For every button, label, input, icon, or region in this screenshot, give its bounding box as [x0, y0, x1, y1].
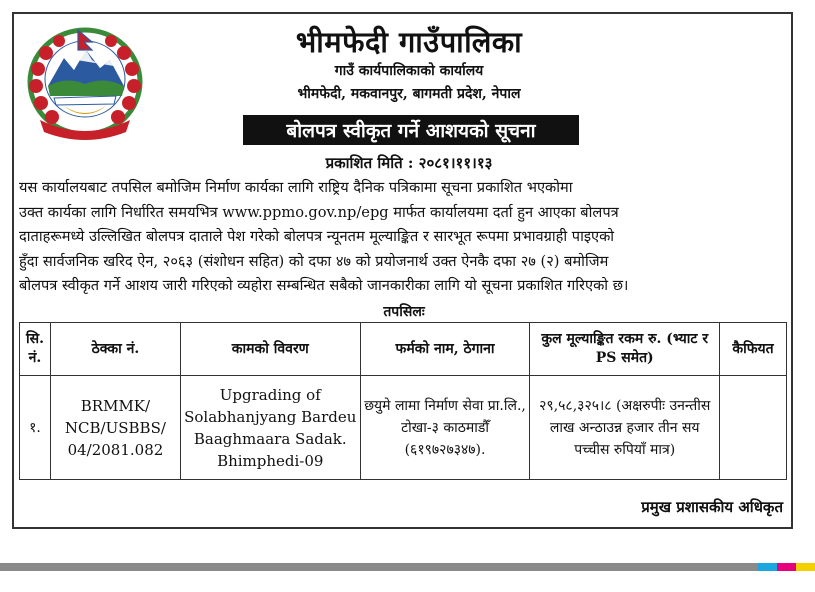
header-work-description: कामको विवरण	[180, 323, 360, 376]
details-label: तपसिलः	[383, 304, 425, 320]
contract-table	[19, 322, 787, 480]
notice-frame	[12, 12, 793, 529]
color-strip-cyan	[758, 563, 777, 571]
office-address: भीमफेदी, मकवानपुर, बागमती प्रदेश, नेपाल	[297, 86, 521, 102]
cell-serial-no: १.	[20, 376, 51, 480]
cell-work-description: Upgrading of Solabhanjyang Bardeu Baaghmaara Sadak. Bhimphedi-09	[180, 376, 360, 480]
cell-total-amount: २९,५८,३२५।८ (अक्षरुपीः उनन्तीस लाख अन्ठाउन्न हजार तीन सय पच्चीस रुपियाँ मात्र)	[530, 376, 720, 480]
published-date: प्रकाशित मिति : २०८१।११।१३	[325, 154, 493, 172]
notice-body-line: यस कार्यालयबाट तपसिल बमोजिम निर्माण कार्यका लागि राष्ट्रिय दैनिक पत्रिकामा सूचना प्रकाशित भएकोमा	[19, 179, 573, 196]
header-remarks: कैफियत	[720, 323, 787, 376]
page-bottom-bar	[0, 563, 815, 571]
office-name: गाउँ कार्यपालिकाको कार्यालय	[334, 63, 484, 79]
nepal-government-emblem-icon	[26, 24, 144, 140]
header-firm-name-address: फर्मको नाम, ठेगाना	[360, 323, 530, 376]
table-header-row	[20, 323, 787, 376]
cell-contract-no: BRMMK/ NCB/USBBS/ 04/2081.082	[50, 376, 180, 480]
notice-body-line: बोलपत्र स्वीकृत गर्ने आशय जारी गरिएको व्यहोरा सम्बन्धित सबैको जानकारीका लागि यो सूचना प्रकाशित गरिएको छ।	[19, 277, 629, 295]
table-row	[20, 376, 787, 480]
municipality-title: भीमफेदी गाउँपालिका	[295, 25, 523, 59]
color-strip-yellow	[796, 563, 815, 571]
cell-firm-name-address: छयुमे लामा निर्माण सेवा प्रा.लि., टोखा-३ काठमाडौँ (६१९७२७३४७).	[360, 376, 530, 480]
color-strip-magenta	[777, 563, 796, 571]
notice-body-line: उक्त कार्यका लागि निर्धारित समयभित्र www.ppmo.gov.np/epg मार्फत कार्यालयमा दर्ता हुन आएका बोलपत्र	[19, 203, 619, 221]
header-total-amount: कुल मूल्याङ्कित रकम रु. (भ्याट र PS समेत)	[530, 323, 720, 376]
notice-title: बोलपत्र स्वीकृत गर्ने आशयको सूचना	[243, 115, 579, 145]
notice-body-line: हुँदा सार्वजनिक खरिद ऐन, २०६३ (संशोधन सहित) को दफा ४७ को प्रयोजनार्थ उक्त ऐनकै दफा २७ (२) बमोजिम	[19, 252, 609, 270]
notice-body	[19, 176, 789, 299]
signatory-title: प्रमुख प्रशासकीय अधिकृत	[641, 498, 783, 516]
notice-body-line: दाताहरूमध्ये उल्लिखित बोलपत्र दाताले पेश गरेको बोलपत्र न्यूनतम मूल्याङ्कित र सारभूत रूपमा प्रभावग्राही पाइएको	[19, 228, 615, 246]
header-serial-no: सि. नं.	[20, 323, 51, 376]
cell-remarks	[720, 376, 787, 480]
header-contract-no: ठेक्का नं.	[50, 323, 180, 376]
color-strip	[758, 563, 815, 571]
